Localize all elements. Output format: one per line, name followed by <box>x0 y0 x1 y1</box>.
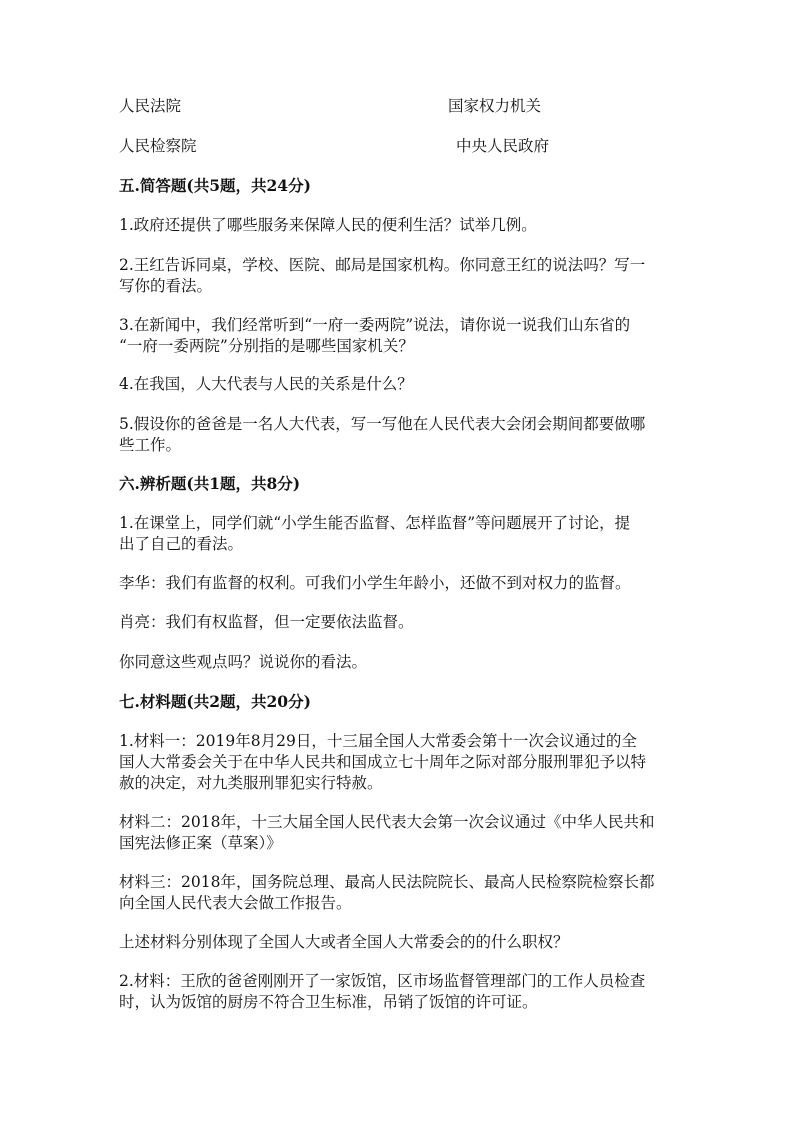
s7-material-3-line-2: 向全国人民代表大会做工作报告。 <box>119 894 352 912</box>
s6-question-ask: 你同意这些观点吗？说说你的看法。 <box>119 653 368 671</box>
s5-question-4: 4.在我国，人大代表与人民的关系是什么？ <box>119 375 413 393</box>
s6-xiaoliang-view: 肖亮：我们有权监督，但一定要依法监督。 <box>119 613 414 631</box>
section-7-heading: 七.材料题(共2题，共20分) <box>119 692 311 711</box>
s5-question-1: 1.政府还提供了哪些服务来保障人民的便利生活？试举几例。 <box>119 216 537 234</box>
s6-question-1-line-1: 1.在课堂上，同学们就“小学生能否监督、怎样监督”等问题展开了讨论，提 <box>119 514 631 532</box>
section-6-heading: 六.辨析题(共1题，共8分) <box>119 474 301 493</box>
s7-material-2-line-2: 国宪法修正案（草案）》 <box>119 834 282 852</box>
match-left-1: 人民法院 <box>119 97 182 115</box>
s6-question-1-line-2: 出了自己的看法。 <box>119 535 244 553</box>
s5-question-3-line-2: “一府一委两院”分别指的是哪些国家机关？ <box>119 337 414 355</box>
s5-question-3-line-1: 3.在新闻中，我们经常听到“一府一委两院”说法，请你说一说我们山东省的 <box>119 316 631 334</box>
s7-material-1-line-3: 赦的决定，对九类服刑罪犯实行特赦。 <box>119 774 383 792</box>
s5-question-2-line-2: 写你的看法。 <box>119 277 213 295</box>
s7-material-3-line-1: 材料三：2018年，国务院总理、最高人民法院院长、最高人民检察院检察长都 <box>119 873 655 891</box>
s7-material-1-line-1: 1.材料一：2019年8月29日，十三届全国人大常委会第十一次会议通过的全 <box>119 732 637 750</box>
s5-question-2-line-1: 2.王红告诉同桌，学校、医院、邮局是国家机构。你同意王红的说法吗？写一 <box>119 256 646 274</box>
s7-material-2-line-1: 材料二：2018年，十三大届全国人民代表大会第一次会议通过《中华人民共和 <box>119 813 655 831</box>
s7-question-2-line-1: 2.材料：王欣的爸爸刚刚开了一家饭馆，区市场监督管理部门的工作人员检查 <box>119 972 646 990</box>
match-right-2: 中央人民政府 <box>456 137 550 155</box>
s6-lihua-view: 李华：我们有监督的权利。可我们小学生年龄小，还做不到对权力的监督。 <box>119 574 631 592</box>
s7-question-1-ask: 上述材料分别体现了全国人大或者全国人大常委会的的什么职权？ <box>119 933 569 951</box>
s5-question-5-line-2: 些工作。 <box>119 436 182 454</box>
s5-question-5-line-1: 5.假设你的爸爸是一名人大代表，写一写他在人民代表大会闭会期间都要做哪 <box>119 415 646 433</box>
s7-material-1-line-2: 国人大常委会关于在中华人民共和国成立七十周年之际对部分服刑罪犯予以特 <box>119 753 647 771</box>
section-5-heading: 五.简答题(共5题，共24分) <box>119 176 311 195</box>
s7-question-2-line-2: 时，认为饭馆的厨房不符合卫生标准，吊销了饭馆的许可证。 <box>119 993 538 1011</box>
match-left-2: 人民检察院 <box>119 137 197 155</box>
match-right-1: 国家权力机关 <box>448 97 542 115</box>
